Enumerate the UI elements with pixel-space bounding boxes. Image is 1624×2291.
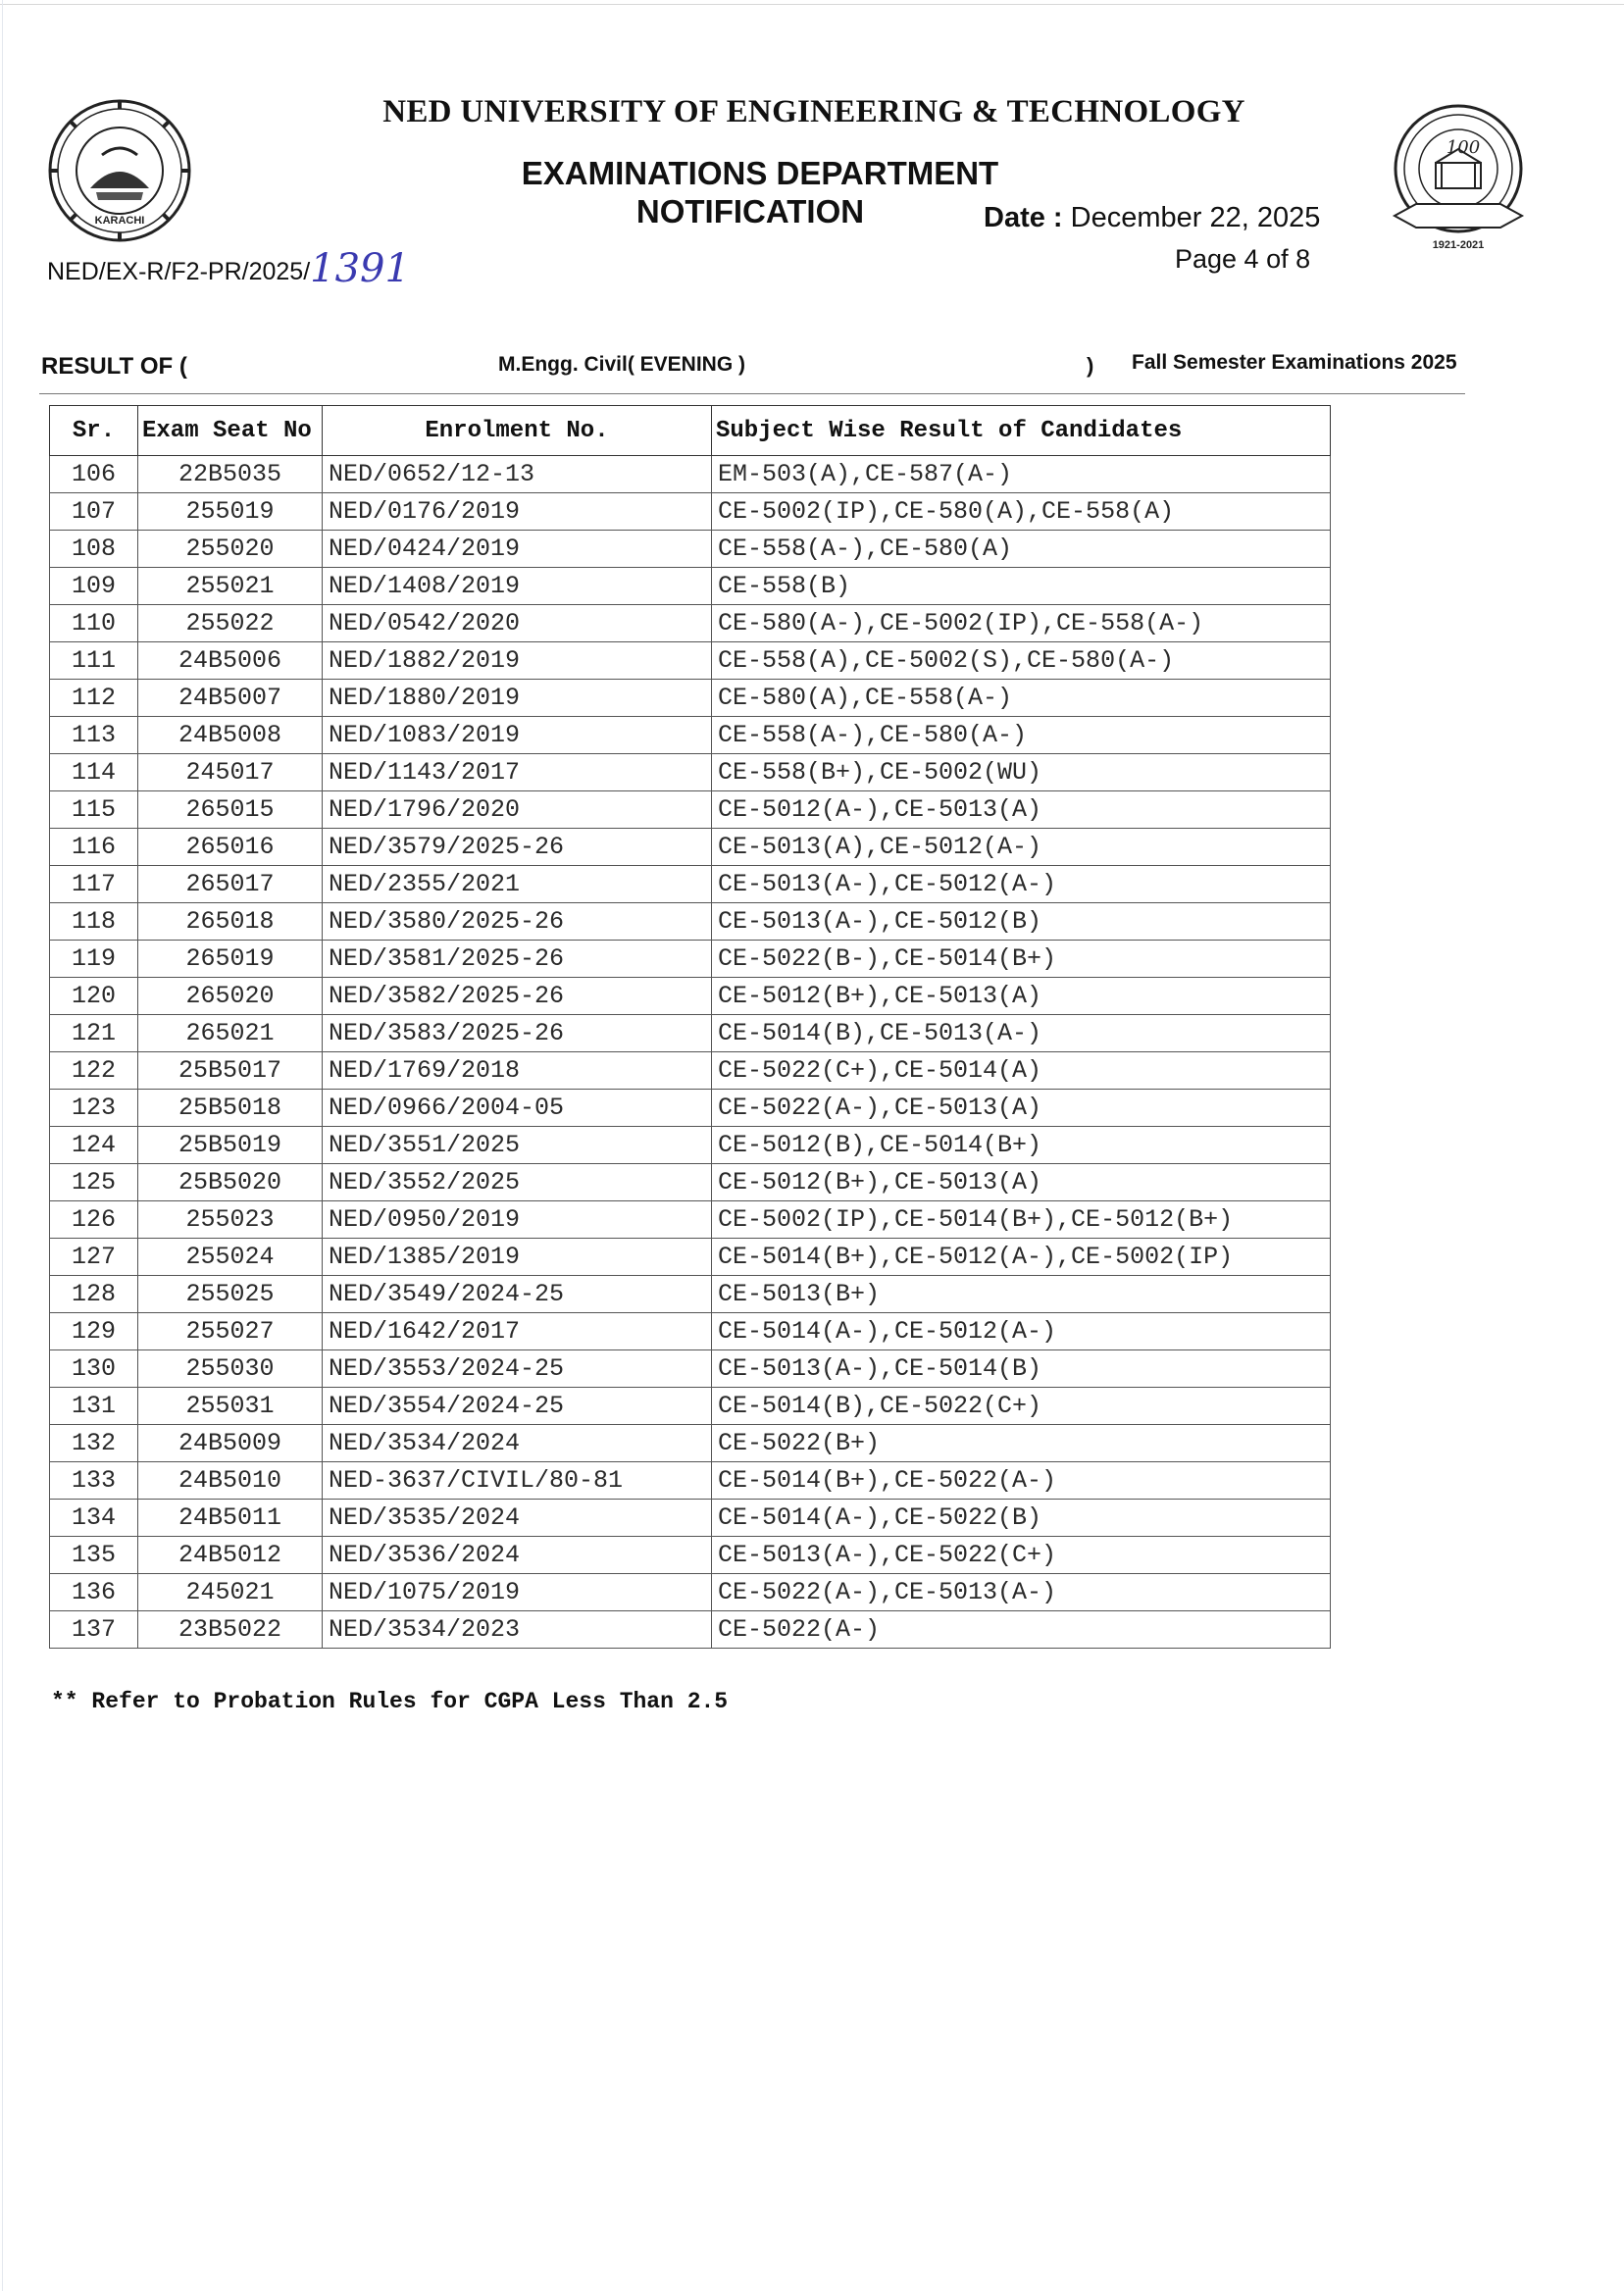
table-row <box>50 829 1331 866</box>
table-row <box>50 493 1331 531</box>
cell-result: CE-5014(A-),CE-5022(B) <box>712 1500 1331 1537</box>
cell-sr: 120 <box>50 978 138 1015</box>
cell-enrolment: NED/1143/2017 <box>323 754 712 791</box>
university-seal-left-logo <box>47 98 192 243</box>
cell-enrolment: NED/3553/2024-25 <box>323 1350 712 1388</box>
cell-enrolment: NED/1075/2019 <box>323 1574 712 1611</box>
cell-result: CE-5012(B+),CE-5013(A) <box>712 1164 1331 1201</box>
cell-sr: 108 <box>50 531 138 568</box>
cell-result: CE-558(A),CE-5002(S),CE-580(A-) <box>712 642 1331 680</box>
cell-result: CE-5002(IP),CE-5014(B+),CE-5012(B+) <box>712 1201 1331 1239</box>
cell-result: CE-5014(B),CE-5022(C+) <box>712 1388 1331 1425</box>
cell-exam-seat: 265019 <box>138 941 323 978</box>
cell-sr: 119 <box>50 941 138 978</box>
cell-enrolment: NED/0652/12-13 <box>323 456 712 493</box>
cell-sr: 130 <box>50 1350 138 1388</box>
cell-exam-seat: 245021 <box>138 1574 323 1611</box>
cell-sr: 111 <box>50 642 138 680</box>
cell-enrolment: NED/0950/2019 <box>323 1201 712 1239</box>
table-row <box>50 866 1331 903</box>
table-header-row <box>50 406 1331 456</box>
cell-result: CE-5013(B+) <box>712 1276 1331 1313</box>
cell-sr: 113 <box>50 717 138 754</box>
cell-exam-seat: 24B5007 <box>138 680 323 717</box>
table-row <box>50 1090 1331 1127</box>
table-row <box>50 941 1331 978</box>
cell-enrolment: NED/1385/2019 <box>323 1239 712 1276</box>
svg-text:100: 100 <box>1446 137 1481 158</box>
cell-enrolment: NED/3552/2025 <box>323 1164 712 1201</box>
cell-enrolment: NED/0424/2019 <box>323 531 712 568</box>
cell-enrolment: NED/3581/2025-26 <box>323 941 712 978</box>
cell-sr: 126 <box>50 1201 138 1239</box>
column-header-seat: Exam Seat No <box>138 406 323 456</box>
cell-exam-seat: 255030 <box>138 1350 323 1388</box>
cell-result: CE-5013(A-),CE-5022(C+) <box>712 1537 1331 1574</box>
table-row <box>50 531 1331 568</box>
cell-result: CE-5012(B+),CE-5013(A) <box>712 978 1331 1015</box>
cell-result: CE-5022(B+) <box>712 1425 1331 1462</box>
result-close-paren: ) <box>1087 353 1094 378</box>
svg-text:KARACHI: KARACHI <box>94 215 145 227</box>
cell-sr: 110 <box>50 605 138 642</box>
cell-exam-seat: 255024 <box>138 1239 323 1276</box>
cell-enrolment: NED/3534/2024 <box>323 1425 712 1462</box>
column-header-sr: Sr. <box>50 406 138 456</box>
cell-result: CE-5014(A-),CE-5012(A-) <box>712 1313 1331 1350</box>
cell-result: CE-5022(A-) <box>712 1611 1331 1649</box>
results-table-body <box>50 456 1331 1649</box>
cell-result: CE-5022(A-),CE-5013(A-) <box>712 1574 1331 1611</box>
cell-result: CE-580(A-),CE-5002(IP),CE-558(A-) <box>712 605 1331 642</box>
cell-sr: 116 <box>50 829 138 866</box>
cell-result: CE-5014(B+),CE-5012(A-),CE-5002(IP) <box>712 1239 1331 1276</box>
cell-exam-seat: 25B5020 <box>138 1164 323 1201</box>
table-row <box>50 1611 1331 1649</box>
cell-exam-seat: 265016 <box>138 829 323 866</box>
cell-sr: 125 <box>50 1164 138 1201</box>
cell-enrolment: NED/3580/2025-26 <box>323 903 712 941</box>
page-left-border <box>2 0 3 2291</box>
cell-exam-seat: 255021 <box>138 568 323 605</box>
cell-sr: 121 <box>50 1015 138 1052</box>
department-title: EXAMINATIONS DEPARTMENT <box>521 155 999 191</box>
table-row <box>50 717 1331 754</box>
date-value: December 22, 2025 <box>1070 202 1321 233</box>
cell-enrolment: NED/3535/2024 <box>323 1500 712 1537</box>
cell-enrolment: NED-3637/CIVIL/80-81 <box>323 1462 712 1500</box>
cell-enrolment: NED/1408/2019 <box>323 568 712 605</box>
cell-sr: 134 <box>50 1500 138 1537</box>
date-label: Date : <box>984 202 1063 233</box>
table-row <box>50 1052 1331 1090</box>
cell-exam-seat: 24B5009 <box>138 1425 323 1462</box>
cell-sr: 114 <box>50 754 138 791</box>
handwritten-reference: 1391 <box>310 246 410 291</box>
cell-enrolment: NED/3582/2025-26 <box>323 978 712 1015</box>
table-row <box>50 680 1331 717</box>
cell-enrolment: NED/3551/2025 <box>323 1127 712 1164</box>
cell-exam-seat: 265017 <box>138 866 323 903</box>
cell-exam-seat: 265018 <box>138 903 323 941</box>
cell-enrolment: NED/1083/2019 <box>323 717 712 754</box>
cell-result: CE-5014(B),CE-5013(A-) <box>712 1015 1331 1052</box>
cell-sr: 131 <box>50 1388 138 1425</box>
table-row <box>50 456 1331 493</box>
cell-exam-seat: 255023 <box>138 1201 323 1239</box>
cell-sr: 128 <box>50 1276 138 1313</box>
cell-sr: 123 <box>50 1090 138 1127</box>
cell-exam-seat: 255020 <box>138 531 323 568</box>
cell-exam-seat: 265021 <box>138 1015 323 1052</box>
table-row <box>50 1127 1331 1164</box>
centenary-seal-right-logo <box>1381 102 1536 269</box>
column-header-enrolment: Enrolment No. <box>323 406 712 456</box>
column-header-result: Subject Wise Result of Candidates <box>712 406 1331 456</box>
cell-result: CE-558(A-),CE-580(A-) <box>712 717 1331 754</box>
cell-sr: 122 <box>50 1052 138 1090</box>
cell-result: CE-5013(A-),CE-5012(B) <box>712 903 1331 941</box>
cell-exam-seat: 22B5035 <box>138 456 323 493</box>
cell-sr: 133 <box>50 1462 138 1500</box>
cell-exam-seat: 245017 <box>138 754 323 791</box>
table-row <box>50 1313 1331 1350</box>
table-row <box>50 568 1331 605</box>
cell-exam-seat: 25B5018 <box>138 1090 323 1127</box>
cell-sr: 107 <box>50 493 138 531</box>
table-row <box>50 791 1331 829</box>
reference-prefix: NED/EX-R/F2-PR/2025/ <box>47 258 311 285</box>
cell-result: CE-5012(A-),CE-5013(A) <box>712 791 1331 829</box>
svg-text:1921-2021: 1921-2021 <box>1432 239 1485 251</box>
table-row <box>50 1574 1331 1611</box>
cell-result: EM-503(A),CE-587(A-) <box>712 456 1331 493</box>
cell-sr: 109 <box>50 568 138 605</box>
table-row <box>50 1462 1331 1500</box>
cell-result: CE-5014(B+),CE-5022(A-) <box>712 1462 1331 1500</box>
table-row <box>50 1388 1331 1425</box>
cell-result: CE-5012(B),CE-5014(B+) <box>712 1127 1331 1164</box>
cell-exam-seat: 24B5011 <box>138 1500 323 1537</box>
cell-exam-seat: 24B5012 <box>138 1537 323 1574</box>
table-row <box>50 1500 1331 1537</box>
cell-enrolment: NED/3536/2024 <box>323 1537 712 1574</box>
cell-sr: 112 <box>50 680 138 717</box>
cell-exam-seat: 24B5010 <box>138 1462 323 1500</box>
cell-enrolment: NED/1880/2019 <box>323 680 712 717</box>
cell-sr: 115 <box>50 791 138 829</box>
cell-enrolment: NED/3579/2025-26 <box>323 829 712 866</box>
table-row <box>50 1239 1331 1276</box>
cell-enrolment: NED/3554/2024-25 <box>323 1388 712 1425</box>
cell-enrolment: NED/0966/2004-05 <box>323 1090 712 1127</box>
table-row <box>50 1201 1331 1239</box>
program-name: M.Engg. Civil( EVENING ) <box>498 353 746 376</box>
cell-enrolment: NED/1882/2019 <box>323 642 712 680</box>
semester-title: Fall Semester Examinations 2025 <box>1132 351 1457 374</box>
cell-result: CE-5013(A),CE-5012(A-) <box>712 829 1331 866</box>
table-row <box>50 754 1331 791</box>
cell-enrolment: NED/3534/2023 <box>323 1611 712 1649</box>
cell-exam-seat: 265020 <box>138 978 323 1015</box>
cell-exam-seat: 23B5022 <box>138 1611 323 1649</box>
cell-result: CE-5013(A-),CE-5012(A-) <box>712 866 1331 903</box>
cell-sr: 136 <box>50 1574 138 1611</box>
result-of-label: RESULT OF ( <box>41 353 187 380</box>
cell-sr: 106 <box>50 456 138 493</box>
cell-enrolment: NED/0176/2019 <box>323 493 712 531</box>
table-row <box>50 978 1331 1015</box>
notification-date <box>984 202 1320 234</box>
cell-exam-seat: 25B5019 <box>138 1127 323 1164</box>
table-row <box>50 605 1331 642</box>
cell-exam-seat: 24B5006 <box>138 642 323 680</box>
cell-enrolment: NED/1769/2018 <box>323 1052 712 1090</box>
cell-sr: 135 <box>50 1537 138 1574</box>
cell-result: CE-558(A-),CE-580(A) <box>712 531 1331 568</box>
table-row <box>50 1350 1331 1388</box>
page-top-border <box>0 4 1624 5</box>
cell-enrolment: NED/2355/2021 <box>323 866 712 903</box>
cell-exam-seat: 265015 <box>138 791 323 829</box>
cell-result: CE-5022(A-),CE-5013(A) <box>712 1090 1331 1127</box>
table-row <box>50 1425 1331 1462</box>
cell-exam-seat: 24B5008 <box>138 717 323 754</box>
cell-enrolment: NED/3583/2025-26 <box>323 1015 712 1052</box>
cell-result: CE-5022(B-),CE-5014(B+) <box>712 941 1331 978</box>
cell-enrolment: NED/3549/2024-25 <box>323 1276 712 1313</box>
table-row <box>50 1537 1331 1574</box>
table-row <box>50 1276 1331 1313</box>
cell-exam-seat: 255027 <box>138 1313 323 1350</box>
cell-sr: 118 <box>50 903 138 941</box>
cell-exam-seat: 25B5017 <box>138 1052 323 1090</box>
cell-exam-seat: 255019 <box>138 493 323 531</box>
cell-sr: 132 <box>50 1425 138 1462</box>
cell-result: CE-558(B) <box>712 568 1331 605</box>
cell-sr: 124 <box>50 1127 138 1164</box>
cell-sr: 129 <box>50 1313 138 1350</box>
cell-enrolment: NED/1642/2017 <box>323 1313 712 1350</box>
cell-sr: 127 <box>50 1239 138 1276</box>
probation-footnote: ** Refer to Probation Rules for CGPA Less Than 2.5 <box>51 1689 729 1714</box>
cell-sr: 117 <box>50 866 138 903</box>
cell-result: CE-5002(IP),CE-580(A),CE-558(A) <box>712 493 1331 531</box>
cell-exam-seat: 255031 <box>138 1388 323 1425</box>
table-row <box>50 1164 1331 1201</box>
cell-result: CE-5022(C+),CE-5014(A) <box>712 1052 1331 1090</box>
cell-result: CE-580(A),CE-558(A-) <box>712 680 1331 717</box>
cell-sr: 137 <box>50 1611 138 1649</box>
university-name: NED UNIVERSITY OF ENGINEERING & TECHNOLOGY <box>382 94 1245 129</box>
table-row <box>50 1015 1331 1052</box>
cell-result: CE-5013(A-),CE-5014(B) <box>712 1350 1331 1388</box>
results-table <box>49 405 1331 1649</box>
document-type: NOTIFICATION <box>635 193 865 229</box>
table-row <box>50 903 1331 941</box>
page-number: Page 4 of 8 <box>1175 244 1311 274</box>
cell-result: CE-558(B+),CE-5002(WU) <box>712 754 1331 791</box>
table-row <box>50 642 1331 680</box>
header-divider <box>39 393 1465 394</box>
cell-exam-seat: 255022 <box>138 605 323 642</box>
cell-enrolment: NED/0542/2020 <box>323 605 712 642</box>
cell-enrolment: NED/1796/2020 <box>323 791 712 829</box>
cell-exam-seat: 255025 <box>138 1276 323 1313</box>
reference-number <box>47 244 410 289</box>
